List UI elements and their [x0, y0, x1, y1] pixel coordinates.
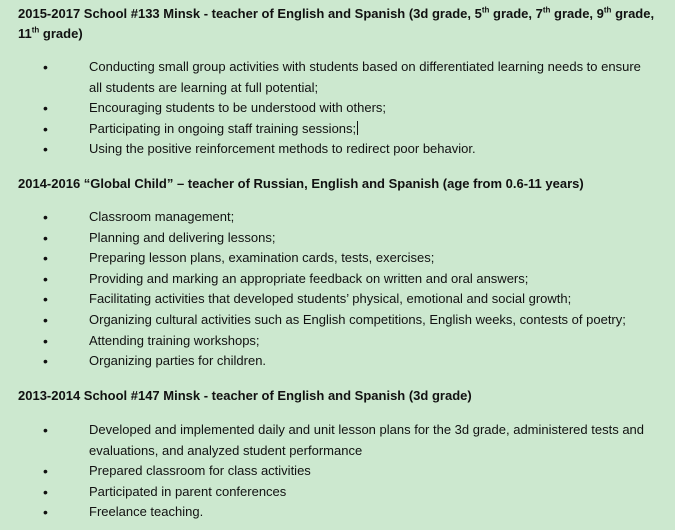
bullet-icon: • — [43, 332, 48, 349]
duty-list-global-child — [0, 207, 675, 372]
bullet-icon: • — [43, 463, 48, 480]
list-item-text: Conducting small group activities with students based on differentiated learning needs to ensure all students are learning at full potential; — [89, 59, 641, 95]
list-item — [0, 420, 675, 461]
list-item-text: Developed and implemented daily and unit lesson plans for the 3d grade, administered tests and evaluations, and analyzed student performance — [89, 422, 645, 458]
list-item-text: Encouraging students to be understood with others; — [89, 100, 387, 116]
bullet-icon: • — [43, 311, 48, 328]
list-item-text: Participating in ongoing staff training sessions; — [89, 120, 357, 136]
list-item-text: Organizing cultural activities such as English competitions, English weeks, contests of poetry; — [89, 311, 626, 327]
heading-text: grade, 9 — [550, 6, 604, 21]
heading-text: grade) — [39, 26, 83, 41]
section-heading-school-147: 2013-2014 School #147 Minsk - teacher of English and Spanish (3d grade) — [18, 388, 472, 403]
heading-text: grade, 11 — [18, 6, 655, 41]
list-item — [0, 502, 675, 523]
list-item-text: Planning and delivering lessons; — [89, 229, 276, 245]
list-item-text: Participated in parent conferences — [89, 483, 287, 499]
list-item — [0, 310, 675, 331]
bullet-icon: • — [43, 141, 48, 158]
bullet-icon: • — [43, 120, 48, 137]
list-item — [0, 119, 675, 140]
list-item-text: Classroom management; — [89, 209, 235, 224]
list-item — [0, 57, 675, 98]
heading-text: 2015-2017 School #133 Minsk - teacher of English and Spanish (3d grade, 5 — [18, 6, 482, 21]
list-item — [0, 207, 675, 228]
list-item-text: Prepared classroom for class activities — [89, 463, 311, 479]
list-item — [0, 139, 675, 160]
list-item — [0, 269, 675, 290]
ordinal-suffix: th — [481, 5, 490, 15]
bullet-icon: • — [43, 422, 48, 438]
list-item — [0, 289, 675, 310]
list-item-text: Providing and marking an appropriate feedback on written and oral answers; — [89, 270, 529, 286]
ordinal-suffix: th — [31, 25, 40, 35]
bullet-icon: • — [43, 229, 48, 246]
list-item — [0, 351, 675, 372]
duty-list-school-133 — [0, 57, 675, 160]
list-item-text: Using the positive reinforcement methods to redirect poor behavior. — [89, 141, 476, 157]
bullet-icon: • — [43, 504, 48, 521]
list-item-text: Preparing lesson plans, examination cards, tests, exercises; — [89, 250, 435, 266]
ordinal-suffix: th — [542, 5, 551, 15]
list-item-text: Attending training workshops; — [89, 332, 260, 348]
bullet-icon: • — [43, 483, 48, 500]
bullet-icon: • — [43, 100, 48, 117]
list-item — [0, 98, 675, 119]
list-item-text: Freelance teaching. — [89, 504, 204, 520]
section-heading-global-child: 2014-2016 “Global Child” – teacher of Russian, English and Spanish (age from 0.6-11 years) — [18, 176, 584, 191]
bullet-icon: • — [43, 209, 48, 225]
list-item-text: Facilitating activities that developed students’ physical, emotional and social growth; — [89, 291, 572, 307]
heading-text: grade, 7 — [489, 6, 543, 21]
ordinal-suffix: th — [603, 5, 612, 15]
list-item-text: Organizing parties for children. — [89, 353, 267, 369]
text-cursor — [357, 121, 358, 135]
list-item — [0, 248, 675, 269]
bullet-icon: • — [43, 270, 48, 287]
bullet-icon: • — [43, 353, 48, 370]
bullet-icon: • — [43, 59, 48, 75]
bullet-icon: • — [43, 291, 48, 308]
list-item — [0, 482, 675, 503]
bullet-icon: • — [43, 250, 48, 267]
list-item — [0, 331, 675, 352]
list-item — [0, 228, 675, 249]
section-heading-school-133 — [18, 4, 658, 44]
duty-list-school-147 — [0, 420, 675, 523]
list-item — [0, 461, 675, 482]
